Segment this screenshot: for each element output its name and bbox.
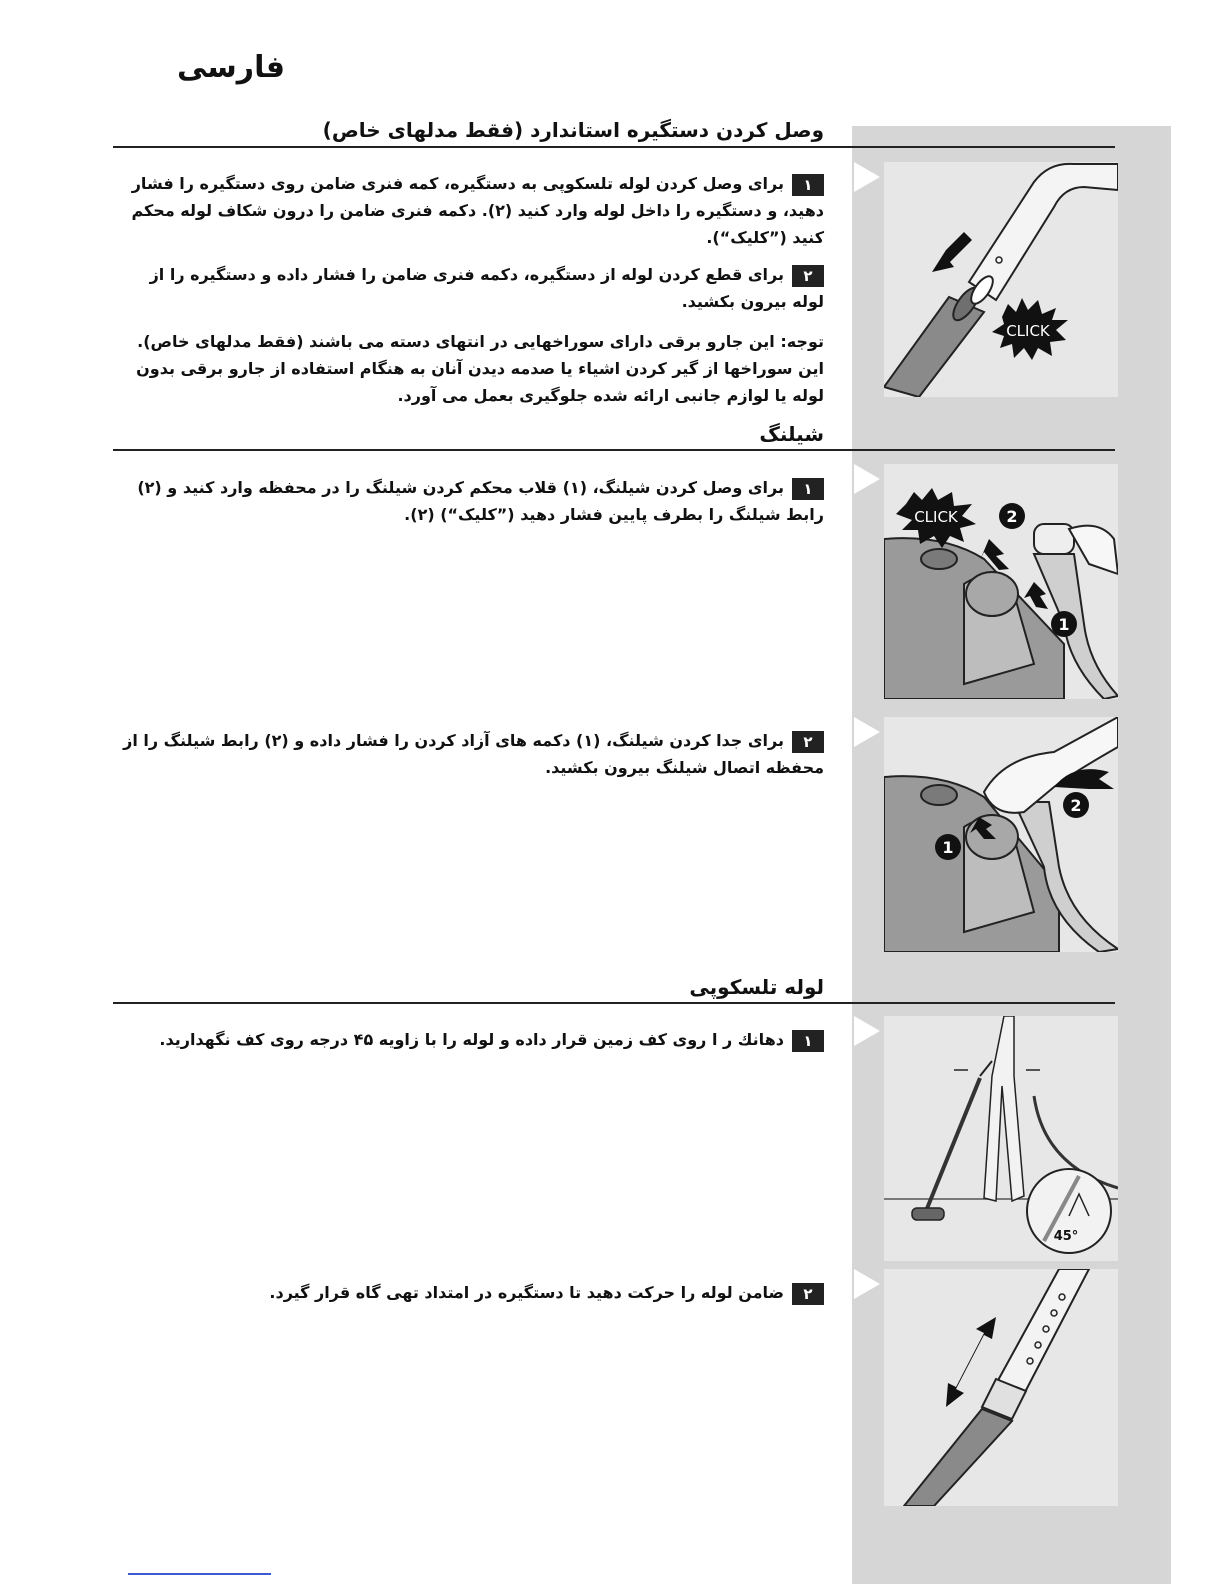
step-number: ۱ xyxy=(792,174,824,196)
step-number: ۲ xyxy=(792,731,824,753)
section-title-tube: لوله تلسکوپی xyxy=(689,975,824,999)
handle-step-1 xyxy=(114,170,824,251)
step-text: ضامن لوله را حركت دهید تا دستگیره در امتداد تهی گاه قرار گیرد. xyxy=(269,1283,784,1302)
pointer-arrow xyxy=(854,1016,880,1046)
tube-step-1 xyxy=(114,1026,824,1053)
step-text: برای قطع کردن لوله از دستگیره، دکمه فنری ضامن را فشار داده و دستگیره را از لوله بیرون بکشید. xyxy=(149,265,824,311)
marker-2: 2 xyxy=(1006,507,1018,526)
step-number: ۲ xyxy=(792,265,824,287)
section-divider xyxy=(113,449,1115,451)
section-divider xyxy=(113,146,1115,148)
step-text: دهانك ر ا روی كف زمین قرار داده و لوله را با زاویه ۴۵ درجه روی كف نگهدارید. xyxy=(159,1030,784,1049)
pointer-arrow xyxy=(854,717,880,747)
handle-step-2 xyxy=(114,261,824,315)
section-title-handle: وصل کردن دستگیره استاندارد (فقط مدلهای خاص) xyxy=(322,118,824,142)
illustration-handle-tube xyxy=(884,162,1118,397)
illustration-hose-detach xyxy=(884,717,1118,952)
illustration-hose-attach xyxy=(884,464,1118,699)
section-divider xyxy=(113,1002,1115,1004)
click-label: CLICK xyxy=(1006,322,1050,340)
tube-step-2 xyxy=(114,1279,824,1306)
marker-1: 1 xyxy=(1058,615,1070,634)
step-number: ۲ xyxy=(792,1283,824,1305)
click-label: CLICK xyxy=(914,508,958,526)
hose-attach-drawing xyxy=(884,464,1118,699)
step-number: ۱ xyxy=(792,478,824,500)
handle-note: توجه: این جارو برقی دارای سوراخهایی در انتهای دسته می باشند (فقط مدلهای خاص). این سوراخها از گیر کردن اشیاء یا صدمه دیدن آنان به هنگام استفاده از جارو برقی بدون لوله یا لوازم جانبی ارائه شده جلوگیری بعمل می آورد. xyxy=(136,332,824,405)
step-text: برای وصل کردن لوله تلسکوپی به دستگیره، کمه فنری ضامن روی دستگیره را فشار دهید، و دستگیره را داخل لوله وارد کنید (۲). دکمه فنری ضامن را درون شکاف لوله محکم کنید (”کلیک“). xyxy=(131,174,824,247)
hose-detach-drawing xyxy=(884,717,1118,952)
illustration-tube-slide xyxy=(884,1269,1118,1506)
tube-angle-drawing xyxy=(884,1016,1118,1261)
step-number: ۱ xyxy=(792,1030,824,1052)
pointer-arrow xyxy=(854,162,880,192)
handle-tube-drawing xyxy=(884,162,1118,397)
illustration-tube-angle xyxy=(884,1016,1118,1261)
tube-slide-drawing xyxy=(884,1269,1118,1506)
step-text: برای جدا کردن شیلنگ، (۱) دکمه های آزاد کردن را فشار داده و (۲) رابط شیلنگ را از محفظه اتصال شیلنگ بیرون بکشید. xyxy=(123,731,824,777)
footer-link-line xyxy=(128,1573,271,1575)
marker-1: 1 xyxy=(942,838,954,857)
language-heading: فارسی xyxy=(176,50,285,85)
pointer-arrow xyxy=(854,464,880,494)
section-title-hose: شیلنگ xyxy=(759,422,824,446)
angle-label: 45° xyxy=(1053,1229,1079,1244)
hose-step-1 xyxy=(114,474,824,528)
hose-step-2 xyxy=(114,727,824,781)
marker-2: 2 xyxy=(1070,796,1082,815)
pointer-arrow xyxy=(854,1269,880,1299)
step-text: برای وصل کردن شیلنگ، (۱) قلاب محکم کردن شیلنگ را در محفظه وارد کنید و (۲) رابط شیلنگ را بطرف پایین فشار دهید (”کلیک“) (۲). xyxy=(137,478,824,524)
